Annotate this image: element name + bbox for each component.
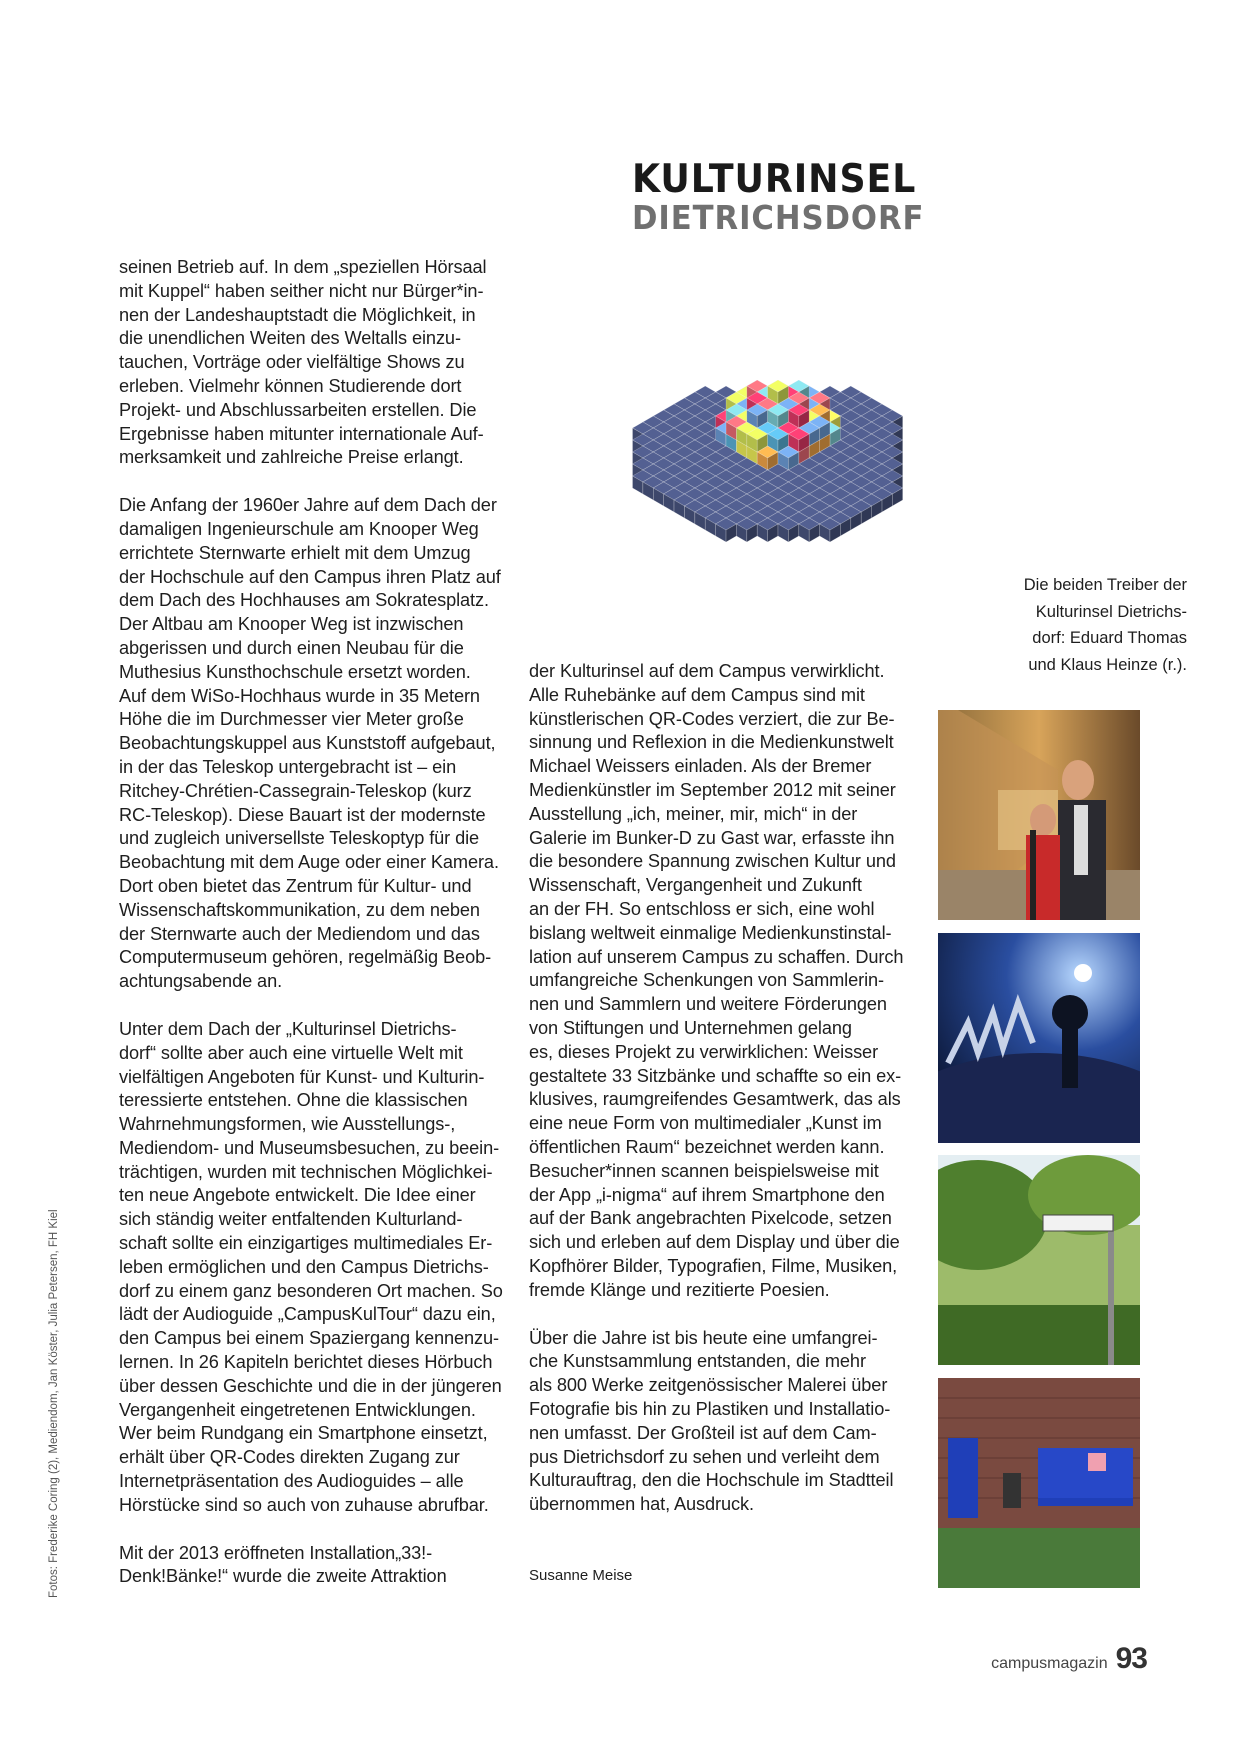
caption-line: Kulturinsel Dietrichs- [1035,602,1187,621]
text-line: lädt der Audioguide „CampusKulTour“ dazu ein, [119,1304,496,1325]
text-line: Die Anfang der 1960er Jahre auf dem Dach der [119,495,497,516]
title-line-1: KULTURINSEL [632,157,917,202]
text-line: lation auf unserem Campus zu schaffen. Durch [529,946,904,967]
text-line: der Hochschule auf den Campus ihren Platz auf [119,566,501,587]
text-line: Computermuseum gehören, regelmäßig Beob- [119,947,492,968]
paragraph [529,660,909,1303]
text-line: Ergebnisse haben mitunter internationale Auf- [119,423,484,444]
magazine-name: campusmagazin [991,1655,1108,1672]
text-line: pus Dietrichsdorf zu sehen und verleiht dem [529,1446,880,1467]
text-line: tauchen, Vorträge oder vielfältige Shows zu [119,352,465,373]
text-line: sinnung und Reflexion in die Medienkunstwelt [529,732,894,753]
text-line: als 800 Werke zeitgenössischer Malerei über [529,1375,888,1396]
text-line: sich und erleben auf dem Display und über die [529,1232,900,1253]
text-line: nen und Sammlern und weitere Förderungen [529,994,887,1015]
text-line: Beobachtungskuppel aus Kunststoff aufgebaut, [119,733,496,754]
text-line: der Kulturinsel auf dem Campus verwirklicht. [529,661,885,681]
text-line: nen der Landeshauptstadt die Möglichkeit, in [119,304,476,325]
caption-line: und Klaus Heinze (r.). [1028,655,1187,674]
paragraph [119,494,519,994]
text-line: nen umfasst. Der Großteil ist auf dem Cam- [529,1422,877,1443]
caption-line: dorf: Eduard Thomas [1032,629,1187,647]
text-line: von Stiftungen und Unternehmen gelang [529,1017,852,1038]
paragraph [119,256,519,470]
text-line: Wissenschaftskommunikation, zu dem neben [119,899,480,920]
text-line: erhält über QR-Codes direkten Zugang zur [119,1447,460,1468]
text-line: Alle Ruhebänke auf dem Campus sind mit [529,684,865,705]
text-line: Muthesius Kunsthochschule ersetzt worden. [119,661,471,682]
text-line: klusives, raumgreifendes Gesamtwerk, das als [529,1089,901,1110]
text-line: Dort oben bietet das Zentrum für Kultur- und [119,875,472,896]
text-line: gestaltete 33 Sitzbänke und schaffte so ein ex- [529,1065,902,1086]
text-column-middle [529,660,909,1541]
text-line: dorf“ sollte aber auch eine virtuelle Welt mit [119,1042,463,1063]
text-line: che Kunstsammlung entstanden, die mehr [529,1351,866,1372]
paragraph [119,1018,519,1518]
text-line: teressierte entstehen. Ohne die klassischen [119,1090,468,1111]
text-line: eine neue Form von multimedialer „Kunst im [529,1113,882,1134]
text-line: die besondere Spannung zwischen Kultur und [529,851,896,872]
photo-blue-benches [938,1378,1140,1588]
text-line: Auf dem WiSo-Hochhaus wurde in 35 Metern [119,685,480,706]
text-line: schaft sollte ein einzigartiges multimediales Er- [119,1233,493,1254]
paragraph [529,1327,909,1517]
text-line: vielfältigen Angeboten für Kunst- und Kulturin- [119,1066,485,1087]
text-line: der Sternwarte auch der Mediendom und das [119,923,480,944]
text-line: Unter dem Dach der „Kulturinsel Dietrichs- [119,1018,457,1039]
text-line: und zugleich universellste Teleskoptyp für die [119,828,480,849]
text-line: Hörstücke sind so auch von zuhause abrufbar. [119,1494,489,1515]
title-line-2: DIETRICHSDORF [632,198,925,237]
text-line: mit Kuppel“ haben seither nicht nur Bürger*in- [119,280,484,301]
text-line: Fotografie bis hin zu Plastiken und Installatio- [529,1398,891,1419]
text-line: Projekt- und Abschlussarbeiten erstellen. Die [119,399,477,420]
text-line: Höhe die im Durchmesser vier Meter große [119,709,464,730]
text-line: Michael Weissers einladen. Als der Bremer [529,756,872,777]
page-number: 93 [1115,1642,1147,1675]
text-line: Medienkünstler im September 2012 mit seiner [529,779,896,800]
text-line: Wer beim Rundgang ein Smartphone einsetzt, [119,1423,488,1444]
photo-two-men-in-corridor [938,710,1140,920]
text-line: abgerissen und durch einen Neubau für die [119,637,464,658]
text-line: errichtete Sternwarte erhielt mit dem Umzug [119,542,471,563]
text-line: Ritchey-Chrétien-Cassegrain-Teleskop (kurz [119,780,472,801]
text-line: auf der Bank angebrachten Pixelcode, setzen [529,1208,892,1229]
text-line: achtungsabende an. [119,971,283,992]
text-line: merksamkeit und zahlreiche Preise erlangt. [119,447,464,468]
text-line: Besucher*innen scannen beispielsweise mit [529,1160,879,1181]
text-line: sich ständig weiter entfaltenden Kulturland- [119,1209,463,1230]
text-line: in der das Teleskop untergebracht ist – ein [119,756,457,777]
text-line: künstlerischen QR-Codes verziert, die zur Be- [529,708,895,729]
text-line: Mediendom- und Museumsbesuchen, zu beein- [119,1137,500,1158]
text-line: Wahrnehmungsformen, wie Ausstellungs-, [119,1114,456,1135]
text-line: damaligen Ingenieurschule am Knooper Weg [119,518,479,539]
text-line: über dessen Geschichte und die in der jüngeren [119,1375,502,1396]
caption-line: Die beiden Treiber der [1023,576,1187,594]
text-line: leben ermöglichen und den Campus Dietrichs- [119,1256,489,1277]
text-line: Ausstellung „ich, meiner, mir, mich“ in der [529,803,858,824]
article-title [632,157,962,237]
text-line: an der FH. So entschloss er sich, eine wohl [529,898,875,919]
text-line: fremde Klänge und rezitierte Poesien. [529,1279,830,1300]
paragraph [119,1542,519,1590]
text-line: Wissenschaft, Vergangenheit und Zukunft [529,875,862,896]
text-line: Denk!Bänke!“ wurde die zweite Attraktion [119,1566,447,1587]
text-line: den Campus bei einem Spaziergang kennenzu- [119,1328,500,1349]
text-line: es, dieses Projekt zu verwirklichen: Weisser [529,1041,879,1062]
text-line: Internetpräsentation des Audioguides – alle [119,1471,464,1492]
photo-planetarium-projector [938,933,1140,1143]
text-line: Vergangenheit eingetretenen Entwicklungen. [119,1399,476,1420]
text-line: übernommen hat, Ausdruck. [529,1494,754,1515]
text-line: lernen. In 26 Kapiteln berichtet dieses Hörbuch [119,1352,493,1373]
text-line: die unendlichen Weiten des Weltalls einzu- [119,328,461,349]
photo-credit: Fotos: Frederike Coring (2), Mediendom, Jan Köster, Julia Petersen, FH Kiel [48,1209,60,1598]
text-line: Mit der 2013 eröffneten Installation„33!- [119,1542,433,1563]
photo-campus-signpost [938,1155,1140,1365]
page-footer [991,1642,1147,1676]
text-line: erleben. Vielmehr können Studierende dort [119,375,462,396]
text-line: Galerie im Bunker-D zu Gast war, erfasste ihn [529,827,895,848]
text-line: öffentlichen Raum“ bezeichnet werden kann. [529,1136,885,1157]
text-line: trächtigen, wurden mit technischen Möglichkei- [119,1161,493,1182]
text-line: Beobachtung mit dem Auge oder einer Kamera. [119,852,499,873]
text-line: ten neue Angebote entwickelt. Die Idee einer [119,1185,476,1206]
photo-caption [1024,572,1187,678]
text-line: seinen Betrieb auf. In dem „speziellen Hörsaal [119,257,487,277]
author-name: Susanne Meise [529,1567,633,1584]
text-line: dorf zu einem ganz besonderen Ort machen. So [119,1280,503,1301]
text-line: dem Dach des Hochhauses am Sokratesplatz. [119,590,489,611]
text-line: Der Altbau am Knooper Weg ist inzwischen [119,614,464,635]
text-line: umfangreiche Schenkungen von Sammlerin- [529,970,884,991]
text-line: RC-Teleskop). Diese Bauart ist der modernste [119,804,486,825]
kulturinsel-logo-illustration [568,300,958,590]
text-line: der App „i-nigma“ auf ihrem Smartphone den [529,1184,885,1205]
text-column-left [119,256,519,1613]
text-line: Kulturauftrag, den die Hochschule im Stadtteil [529,1470,894,1491]
text-line: bislang weltweit einmalige Medienkunstinstal- [529,922,892,943]
text-line: Kopfhörer Bilder, Typografien, Filme, Musiken, [529,1255,898,1276]
text-line: Über die Jahre ist bis heute eine umfangrei- [529,1327,878,1348]
